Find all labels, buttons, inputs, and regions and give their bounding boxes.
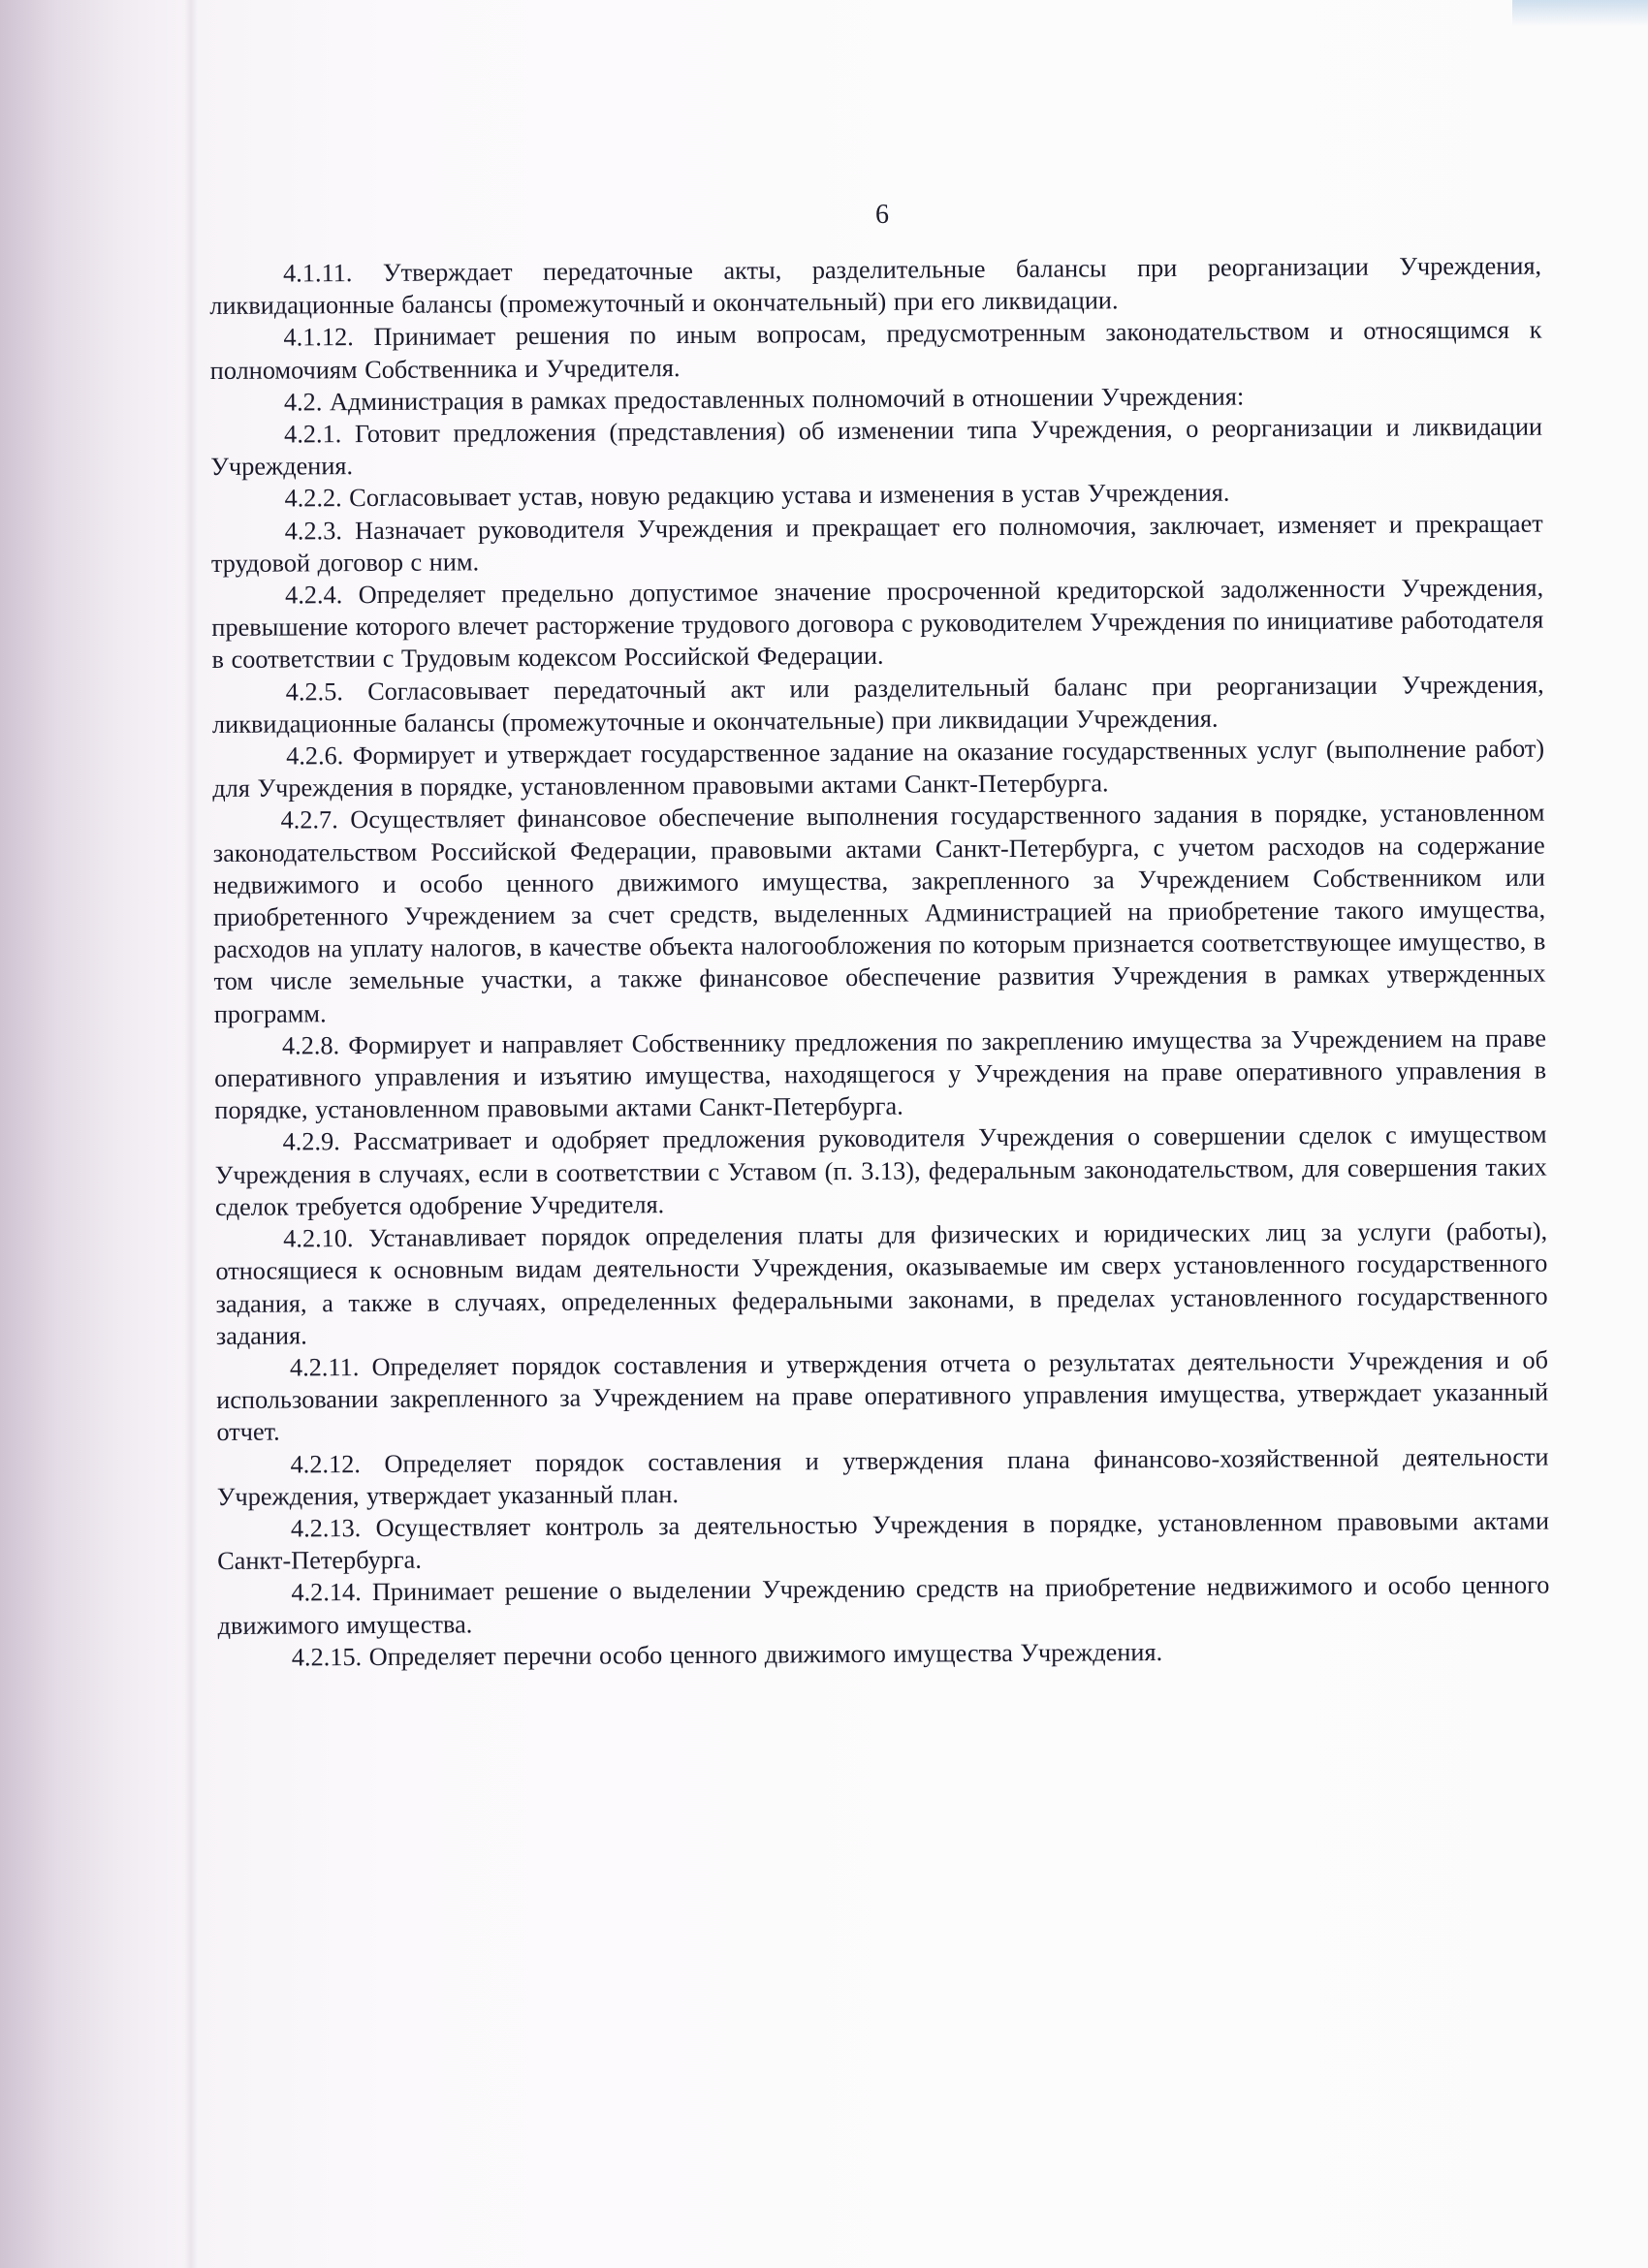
paragraph-4-2-2: 4.2.2. Согласовывает устав, новую редакцию устава и изменения в устав Учреждения. (284, 478, 1230, 513)
paragraph-4-2-15: 4.2.15. Определяет перечни особо ценного движимого имущества Учреждения. (291, 1637, 1163, 1672)
paragraph-4-2-6: 4.2.6. Формирует и утверждает государственное задание на оказание государственных услуг (выполнение работ) для Учреждения в порядке, установленном правовыми актами Санкт-Петербурга. (212, 734, 1545, 803)
paragraph-4-2-9: 4.2.9. Рассматривает и одобряет предложения руководителя Учреждения о совершении сделок с имуществом Учреждения в случаях, если в соответствии с Уставом (п. 3.13), федеральным законодательством, для совершения таких сделок требуется одобрение Учредителя. (214, 1120, 1547, 1221)
paragraph-4-2-5: 4.2.5. Согласовывает передаточный акт или разделительный баланс при реорганизации Учреждения, ликвидационные балансы (промежуточные и окончательные) при ликвидации Учреждения. (211, 670, 1544, 739)
paragraph-4-2-11: 4.2.11. Определяет порядок составления и утверждения отчета о результатах деятельности Учреждения и об использовании закрепленного за Учреждением на праве оперативного управления имущества, утверждает указанный отчет. (216, 1345, 1549, 1447)
paragraph-4-2-7: 4.2.7. Осуществляет финансовое обеспечение выполнения государственного задания в порядке, установленном законодательством Российской Федерации, правовыми актами Санкт-Петербурга, с учетом расходов на содержание недвижимого и особо ценного движимого имущества, закрепленного за Учреждением Собственником или приобретенного Учреждением за счет средств, выделенных Администрацией на приобретение такого имущества, расходов на уплату налогов, в качестве объекта налогообложения по которым признается соответствующее имущество, в том числе земельные участки, а также финансовое обеспечение развития Учреждения в рамках утвержденных программ. (212, 799, 1546, 1028)
document-body (209, 250, 1550, 1674)
paragraph-4-2-1: 4.2.1. Готовит предложения (представления) об изменении типа Учреждения, о реорганизации и ликвидации Учреждения. (210, 412, 1543, 482)
page-edge-tint (1512, 0, 1648, 27)
paragraph-4-1-12: 4.1.12. Принимает решения по иным вопросам, предусмотренным законодательством и относящимся к полномочиям Собственника и Учредителя. (209, 316, 1542, 385)
paragraph-4-2-10: 4.2.10. Устанавливает порядок определения платы для физических и юридических лиц за услуги (работы), относящиеся к основным видам деятельности Учреждения, оказываемые им сверх установленного государственного задания, а также в случаях, определенных федеральными законами, в пределах установленного государственного задания. (215, 1216, 1548, 1350)
page-number: 6 (875, 200, 889, 230)
paragraph-4-1-11: 4.1.11. Утверждает передаточные акты, разделительные балансы при реорганизации Учреждения, ликвидационные балансы (промежуточный и окончательный) при его ликвидации. (209, 251, 1542, 321)
paragraph-4-2-13: 4.2.13. Осуществляет контроль за деятельностью Учреждения в порядке, установленном правовыми актами Санкт-Петербурга. (217, 1506, 1550, 1576)
paragraph-4-2-4: 4.2.4. Определяет предельно допустимое значение просроченной кредиторской задолженности Учреждения, превышение которого влечет расторжение трудового договора с руководителем Учреждения по инициативе работодателя в соответствии с Трудовым кодексом Российской Федерации. (211, 573, 1544, 675)
paragraph-4-2-3: 4.2.3. Назначает руководителя Учреждения и прекращает его полномочия, заключает, изменяет и прекращает трудовой договор с ним. (210, 509, 1543, 578)
paragraph-4-2-8: 4.2.8. Формирует и направляет Собственнику предложения по закреплению имущества за Учреждением на праве оперативного управления и изъятию имущества, находящегося у Учреждения на праве оперативного управления в порядке, установленном правовыми актами Санкт-Петербурга. (214, 1024, 1547, 1125)
binding-fold-shadow (184, 0, 198, 2268)
paragraph-4-2-12: 4.2.12. Определяет порядок составления и утверждения плана финансово-хозяйственной деятельности Учреждения, утверждает указанный план. (216, 1442, 1549, 1511)
paragraph-4-2: 4.2. Администрация в рамках предоставленных полномочий в отношении Учреждения: (283, 382, 1245, 417)
paragraph-4-2-14: 4.2.14. Принимает решение о выделении Учреждению средств на приобретение недвижимого и особо ценного движимого имущества. (217, 1570, 1550, 1640)
